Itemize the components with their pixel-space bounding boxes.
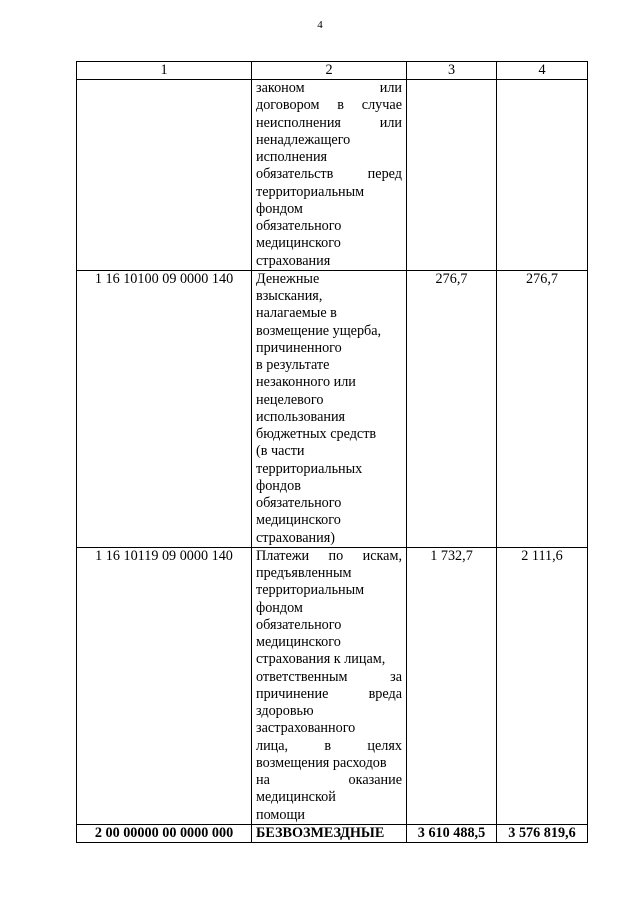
name-line: причиненного bbox=[256, 339, 342, 356]
name-line: фондом bbox=[256, 200, 303, 217]
name-line: фондов bbox=[256, 477, 301, 494]
name-line: причинение вреда bbox=[256, 685, 402, 702]
name-line: страхования к лицам, bbox=[256, 651, 386, 668]
column-header-3: 3 bbox=[407, 62, 497, 80]
name-line: застрахованного bbox=[256, 720, 356, 737]
name-line: медицинского bbox=[256, 235, 341, 252]
column-header-4: 4 bbox=[497, 62, 588, 80]
table-row bbox=[77, 270, 588, 547]
name-line: исполнения bbox=[256, 149, 328, 165]
name-line: страхования) bbox=[256, 529, 335, 546]
name-line: использования bbox=[256, 408, 346, 425]
revenue-name-cell bbox=[252, 824, 407, 842]
name-line: Денежные bbox=[256, 270, 320, 287]
name-line: в результате bbox=[256, 357, 330, 373]
page-number: 4 bbox=[317, 19, 323, 31]
name-line: договором в случае bbox=[256, 97, 402, 114]
name-line: возмещения расходов bbox=[256, 754, 387, 771]
name-line: ненадлежащего bbox=[256, 131, 351, 148]
name-line: Платежи по искам, bbox=[256, 547, 402, 564]
value-col4-cell: 3 576 819,6 bbox=[497, 824, 588, 842]
name-line: территориальным bbox=[256, 582, 365, 599]
value-col4-cell bbox=[497, 80, 588, 271]
name-line: медицинского bbox=[256, 512, 341, 529]
table-row bbox=[77, 80, 588, 271]
name-line: помощи bbox=[256, 806, 306, 823]
name-line: обязательного bbox=[256, 616, 342, 633]
revenue-name-cell bbox=[252, 270, 407, 547]
name-line: на оказание bbox=[256, 772, 402, 788]
name-line: обязательств перед bbox=[256, 166, 402, 183]
value-col4-cell: 276,7 bbox=[497, 270, 588, 547]
value-col3-cell: 1 732,7 bbox=[407, 547, 497, 824]
value-col3-cell: 3 610 488,5 bbox=[407, 824, 497, 842]
name-line: законом или bbox=[256, 80, 402, 96]
name-line: страхования bbox=[256, 252, 331, 269]
name-line: фондом bbox=[256, 599, 303, 616]
name-line: лица, в целях bbox=[256, 737, 402, 754]
revenue-name-cell bbox=[252, 547, 407, 824]
value-col4-cell: 2 111,6 bbox=[497, 547, 588, 824]
name-line: (в части bbox=[256, 443, 305, 460]
budget-code-cell bbox=[77, 80, 252, 271]
table-row bbox=[77, 824, 588, 842]
name-line: незаконного или bbox=[256, 374, 356, 391]
name-line: бюджетных средств bbox=[256, 426, 377, 442]
table-header-row bbox=[77, 62, 588, 80]
name-line: медицинской bbox=[256, 789, 336, 806]
name-line: налагаемые в bbox=[256, 305, 337, 322]
value-col3-cell: 276,7 bbox=[407, 270, 497, 547]
name-line: территориальным bbox=[256, 183, 365, 200]
budget-code-cell: 1 16 10119 09 0000 140 bbox=[77, 547, 252, 824]
value-col3-cell bbox=[407, 80, 497, 271]
revenue-name-cell bbox=[252, 80, 407, 271]
name-line: ответственным за bbox=[256, 668, 402, 685]
budget-code-cell: 1 16 10100 09 0000 140 bbox=[77, 270, 252, 547]
name-line: обязательного bbox=[256, 495, 342, 511]
revenue-table bbox=[76, 61, 588, 843]
table-row bbox=[77, 547, 588, 824]
name-line: БЕЗВОЗМЕЗДНЫЕ bbox=[256, 824, 385, 841]
column-header-2: 2 bbox=[252, 62, 407, 80]
name-line: нецелевого bbox=[256, 391, 324, 408]
column-header-1: 1 bbox=[77, 62, 252, 80]
name-line: медицинского bbox=[256, 634, 341, 650]
name-line: территориальных bbox=[256, 460, 363, 477]
name-line: неисполнения или bbox=[256, 114, 402, 131]
name-line: взыскания, bbox=[256, 288, 323, 304]
name-line: предъявленным bbox=[256, 565, 352, 581]
name-line: возмещение ущерба, bbox=[256, 322, 382, 339]
budget-code-cell: 2 00 00000 00 0000 000 bbox=[77, 824, 252, 842]
name-line: здоровью bbox=[256, 703, 314, 719]
name-line: обязательного bbox=[256, 218, 342, 234]
